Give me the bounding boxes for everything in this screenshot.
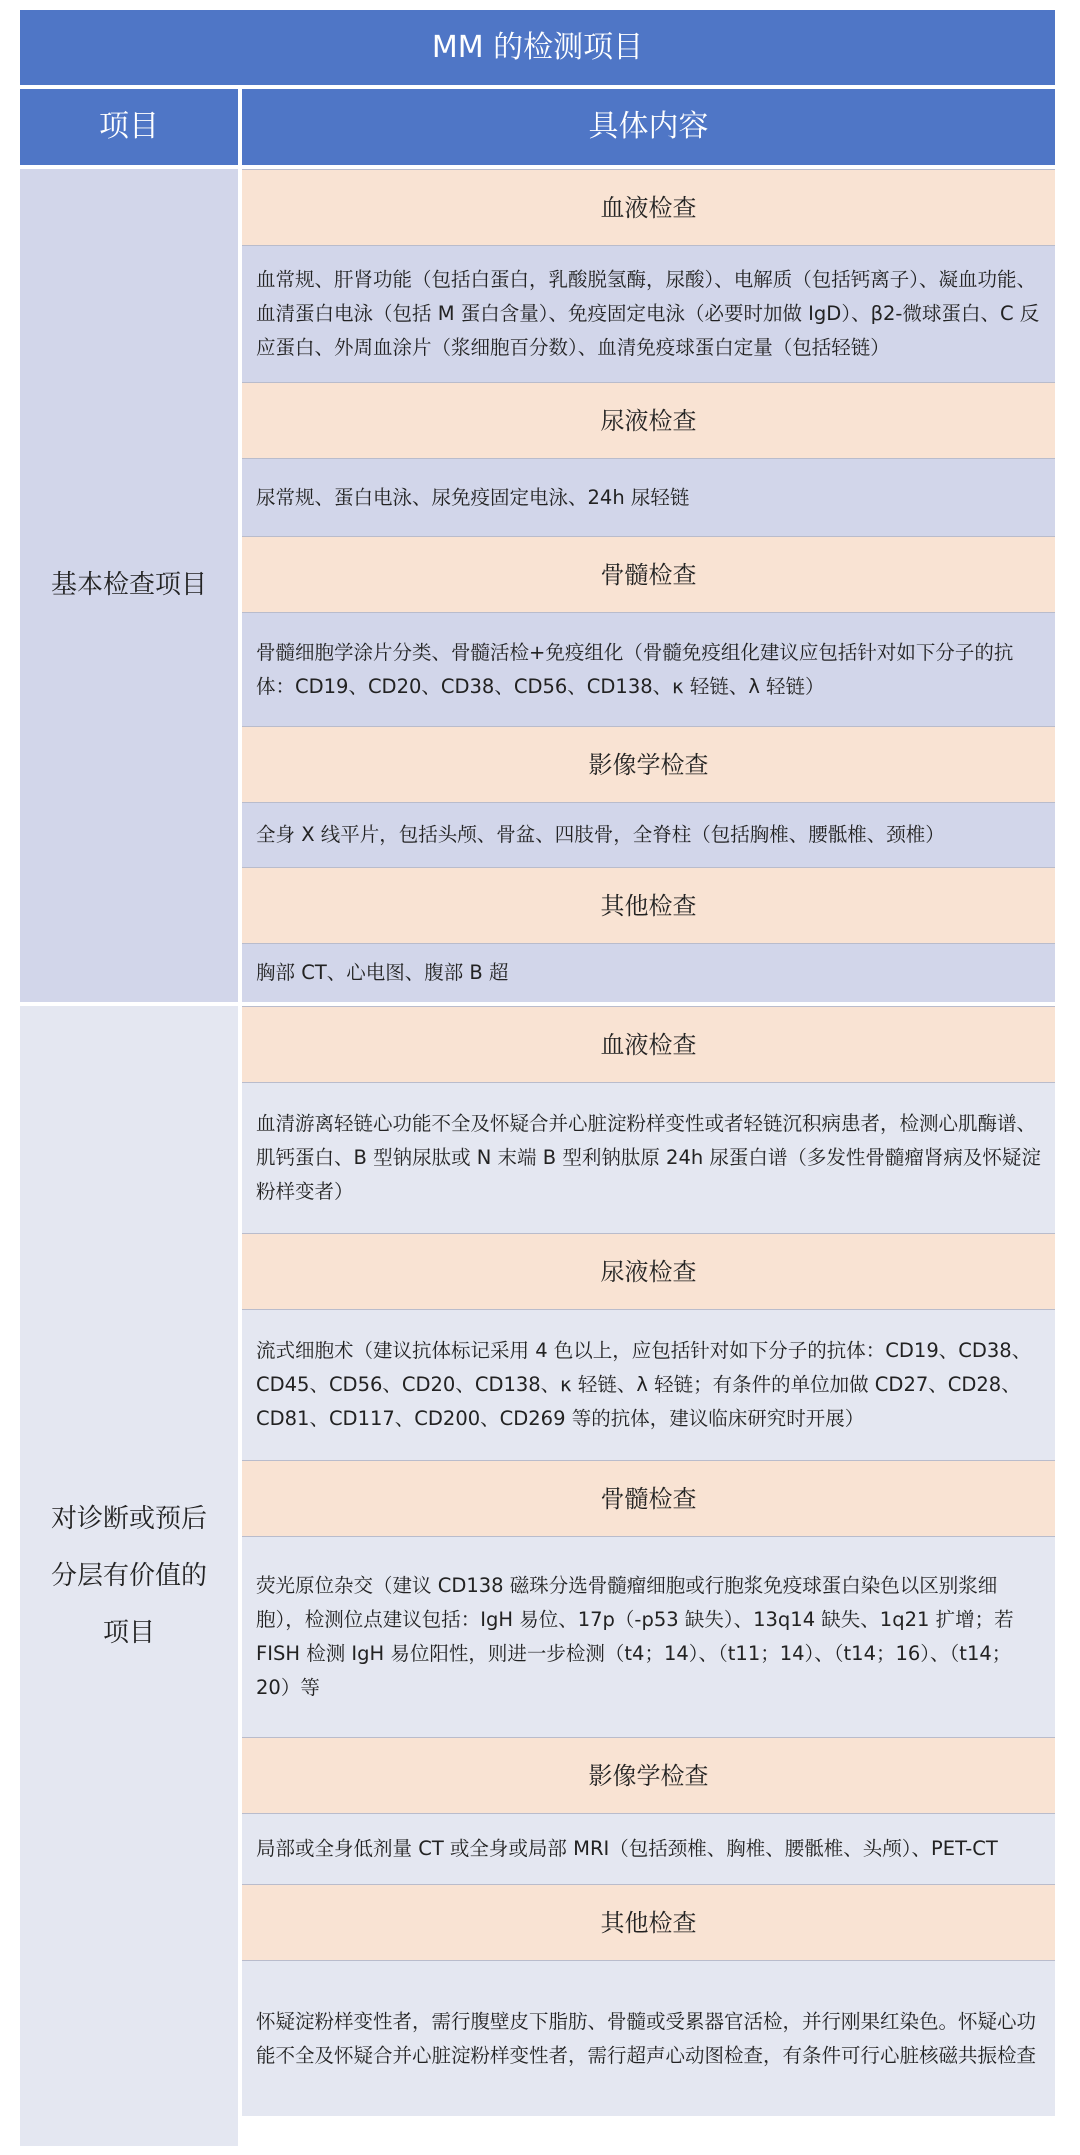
table-title: MM 的检测项目	[20, 10, 1055, 85]
section-content-text: 血清游离轻链心功能不全及怀疑合并心脏淀粉样变性或者轻链沉积病患者，检测心肌酶谱、肌钙蛋白、B 型钠尿肽或 N 末端 B 型利钠肽原 24h 尿蛋白谱（多发性骨髓瘤肾病及怀疑淀粉样变者）	[256, 1112, 1041, 1203]
section-content	[242, 459, 1055, 536]
section-heading: 其他检查	[242, 1884, 1055, 1961]
section-content-text: 胸部 CT、心电图、腹部 B 超	[256, 961, 509, 984]
section-content	[242, 944, 1055, 1002]
section-content	[242, 1310, 1055, 1460]
section-content-text: 流式细胞术（建议抗体标记采用 4 色以上，应包括针对如下分子的抗体：CD19、CD38、CD45、CD56、CD20、CD138、κ 轻链、λ 轻链；有条件的单位加做 CD27、CD28、CD81、CD117、CD200、CD269 等的抗体，建议临床研究时开展）	[256, 1339, 1032, 1430]
group-basic-tests	[20, 169, 1055, 1002]
section-content	[242, 1537, 1055, 1737]
section-heading: 其他检查	[242, 867, 1055, 944]
section-content-text: 血常规、肝肾功能（包括白蛋白，乳酸脱氢酶，尿酸）、电解质（包括钙离子）、凝血功能、血清蛋白电泳（包括 M 蛋白含量）、免疫固定电泳（必要时加做 IgD）、β2-微球蛋白、C 反应蛋白、外周血涂片（浆细胞百分数）、血清免疫球蛋白定量（包括轻链）	[256, 268, 1040, 359]
section-content	[242, 1814, 1055, 1884]
group-label-text: 对诊断或预后分层有价值的项目	[50, 1503, 207, 1648]
section-content	[242, 1083, 1055, 1233]
section-heading: 骨髓检查	[242, 1460, 1055, 1537]
header-item-column: 项目	[20, 89, 238, 165]
header-content-column: 具体内容	[242, 89, 1055, 165]
section-content-text: 全身 X 线平片，包括头颅、骨盆、四肢骨，全脊柱（包括胸椎、腰骶椎、颈椎）	[256, 823, 945, 846]
section-heading: 影像学检查	[242, 1737, 1055, 1814]
group-label	[20, 1006, 238, 2146]
section-heading: 骨髓检查	[242, 536, 1055, 613]
section-content	[242, 803, 1055, 867]
section-content	[242, 1961, 1055, 2116]
section-content-text: 骨髓细胞学涂片分类、骨髓活检+免疫组化（骨髓免疫组化建议应包括针对如下分子的抗体：CD19、CD20、CD38、CD56、CD138、κ 轻链、λ 轻链）	[256, 640, 1014, 698]
section-content-text: 局部或全身低剂量 CT 或全身或局部 MRI（包括颈椎、胸椎、腰骶椎、头颅）、PET-CT	[256, 1837, 998, 1860]
table-header	[20, 89, 1055, 165]
section-content	[242, 246, 1055, 382]
group-label	[20, 169, 238, 1002]
section-content-text: 尿常规、蛋白电泳、尿免疫固定电泳、24h 尿轻链	[256, 485, 690, 509]
section-content	[242, 613, 1055, 726]
section-heading: 尿液检查	[242, 382, 1055, 459]
group-sections	[242, 169, 1055, 1002]
section-content-text: 怀疑淀粉样变性者，需行腹壁皮下脂肪、骨髓或受累器官活检，并行刚果红染色。怀疑心功能不全及怀疑合并心脏淀粉样变性者，需行超声心动图检查，有条件可行心脏核磁共振检查	[256, 2009, 1037, 2067]
section-content-text: 荧光原位杂交（建议 CD138 磁珠分选骨髓瘤细胞或行胞浆免疫球蛋白染色以区别浆细胞），检测位点建议包括：IgH 易位、17p（-p53 缺失）、13q14 缺失、1q21 扩增；若 FISH 检测 IgH 易位阳性，则进一步检测（t4；14）、（t11；14）、（t14；16）、（t14；20）等	[256, 1574, 1014, 1699]
group-sections	[242, 1006, 1055, 2116]
section-heading: 血液检查	[242, 1006, 1055, 1083]
group-prognostic-tests	[20, 1006, 1055, 2146]
section-heading: 血液检查	[242, 169, 1055, 246]
section-heading: 影像学检查	[242, 726, 1055, 803]
section-heading: 尿液检查	[242, 1233, 1055, 1310]
group-label-text: 基本检查项目	[50, 570, 207, 600]
